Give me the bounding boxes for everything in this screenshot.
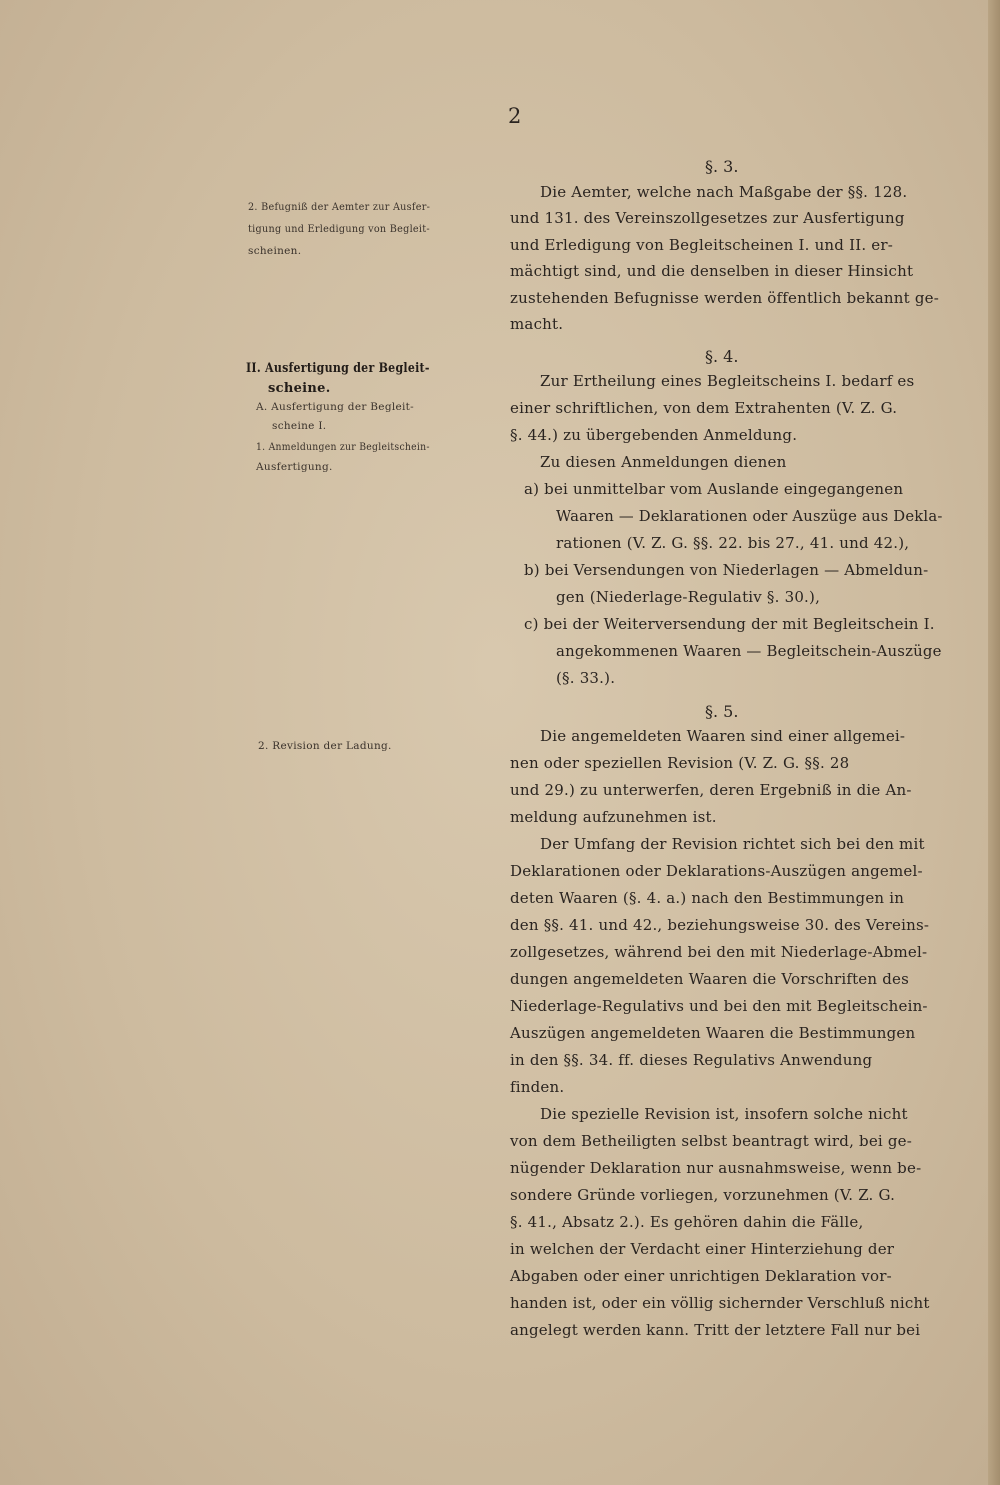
text-line: Zu diesen Anmeldungen dienen — [540, 453, 787, 471]
section-heading: §. 4. — [705, 347, 739, 366]
text-line: handen ist, oder ein völlig sichernder Verschluß nicht — [510, 1294, 930, 1312]
margin-note: 1. Anmeldungen zur Begleitschein- — [256, 441, 430, 453]
text-line: den §§. 41. und 42., beziehungsweise 30. des Vereins- — [510, 916, 930, 934]
page-edge — [988, 0, 1000, 1485]
text-line: Abgaben oder einer unrichtigen Deklaration vor- — [510, 1267, 892, 1285]
text-line: sondere Gründe vorliegen, vorzunehmen (V. Z. G. — [510, 1186, 896, 1204]
text-line: b) bei Versendungen von Niederlagen — Abmeldun- — [524, 561, 929, 579]
text-line: zustehenden Befugnisse werden öffentlich bekannt ge- — [510, 289, 939, 307]
text-line: und 131. des Vereinszollgesetzes zur Ausfertigung — [510, 209, 905, 227]
text-line: Die spezielle Revision ist, insofern solche nicht — [540, 1105, 908, 1123]
text-line: in den §§. 34. ff. dieses Regulativs Anwendung — [510, 1051, 873, 1069]
margin-note: scheine I. — [272, 420, 327, 432]
text-line: nügender Deklaration nur ausnahmsweise, wenn be- — [510, 1159, 922, 1177]
text-line: macht. — [510, 315, 564, 333]
text-line: Niederlage-Regulativs und bei den mit Begleitschein- — [510, 997, 928, 1015]
text-line: deten Waaren (§. 4. a.) nach den Bestimmungen in — [510, 889, 905, 907]
text-line: finden. — [510, 1078, 565, 1096]
text-line: mächtigt sind, und die denselben in dieser Hinsicht — [510, 262, 914, 280]
text-line: angekommenen Waaren — Begleitschein-Auszüge — [556, 642, 942, 660]
text-line: Deklarationen oder Deklarations-Auszügen angemel- — [510, 862, 923, 880]
margin-note: tigung und Erledigung von Begleit- — [248, 223, 430, 235]
text-line: einer schriftlichen, von dem Extrahenten (V. Z. G. — [510, 399, 898, 417]
margin-note: 2. Revision der Ladung. — [258, 740, 392, 752]
text-line: §. 41., Absatz 2.). Es gehören dahin die Fälle, — [510, 1213, 864, 1231]
text-line: angelegt werden kann. Tritt der letztere Fall nur bei — [510, 1321, 921, 1339]
margin-note: scheinen. — [248, 245, 302, 257]
text-line: a) bei unmittelbar vom Auslande eingegangenen — [524, 480, 904, 498]
page-number: 2 — [508, 104, 522, 128]
text-line: §. 44.) zu übergebenden Anmeldung. — [510, 426, 798, 444]
text-line: nen oder speziellen Revision (V. Z. G. §§. 28 — [510, 754, 850, 772]
text-line: Die Aemter, welche nach Maßgabe der §§. 128. — [540, 183, 908, 201]
text-line: rationen (V. Z. G. §§. 22. bis 27., 41. und 42.), — [556, 534, 910, 552]
text-line: zollgesetzes, während bei den mit Niederlage-Abmel- — [510, 943, 928, 961]
text-line: dungen angemeldeten Waaren die Vorschriften des — [510, 970, 909, 988]
text-line: Waaren — Deklarationen oder Auszüge aus Dekla- — [556, 507, 943, 525]
text-line: c) bei der Weiterversendung der mit Begleitschein I. — [524, 615, 935, 633]
margin-heading: II. Ausfertigung der Begleit- — [246, 361, 430, 376]
margin-note: A. Ausfertigung der Begleit- — [256, 401, 415, 413]
text-line: und 29.) zu unterwerfen, deren Ergebniß in die An- — [510, 781, 912, 799]
text-line: Der Umfang der Revision richtet sich bei den mit — [540, 835, 925, 853]
text-line: in welchen der Verdacht einer Hinterziehung der — [510, 1240, 895, 1258]
margin-note: 2. Befugniß der Aemter zur Ausfer- — [248, 201, 431, 213]
text-line: Auszügen angemeldeten Waaren die Bestimmungen — [510, 1024, 916, 1042]
text-line: und Erledigung von Begleitscheinen I. und II. er- — [510, 236, 893, 254]
section-heading: §. 5. — [705, 702, 739, 721]
text-line: von dem Betheiligten selbst beantragt wird, bei ge- — [510, 1132, 913, 1150]
text-line: Zur Ertheilung eines Begleitscheins I. bedarf es — [540, 372, 915, 390]
margin-heading: scheine. — [268, 381, 331, 396]
text-line: meldung aufzunehmen ist. — [510, 808, 717, 826]
margin-note: Ausfertigung. — [256, 461, 333, 473]
section-heading: §. 3. — [705, 157, 739, 176]
text-line: (§. 33.). — [556, 669, 616, 687]
text-line: Die angemeldeten Waaren sind einer allgemei- — [540, 727, 906, 745]
text-line: gen (Niederlage-Regulativ §. 30.), — [556, 588, 821, 606]
